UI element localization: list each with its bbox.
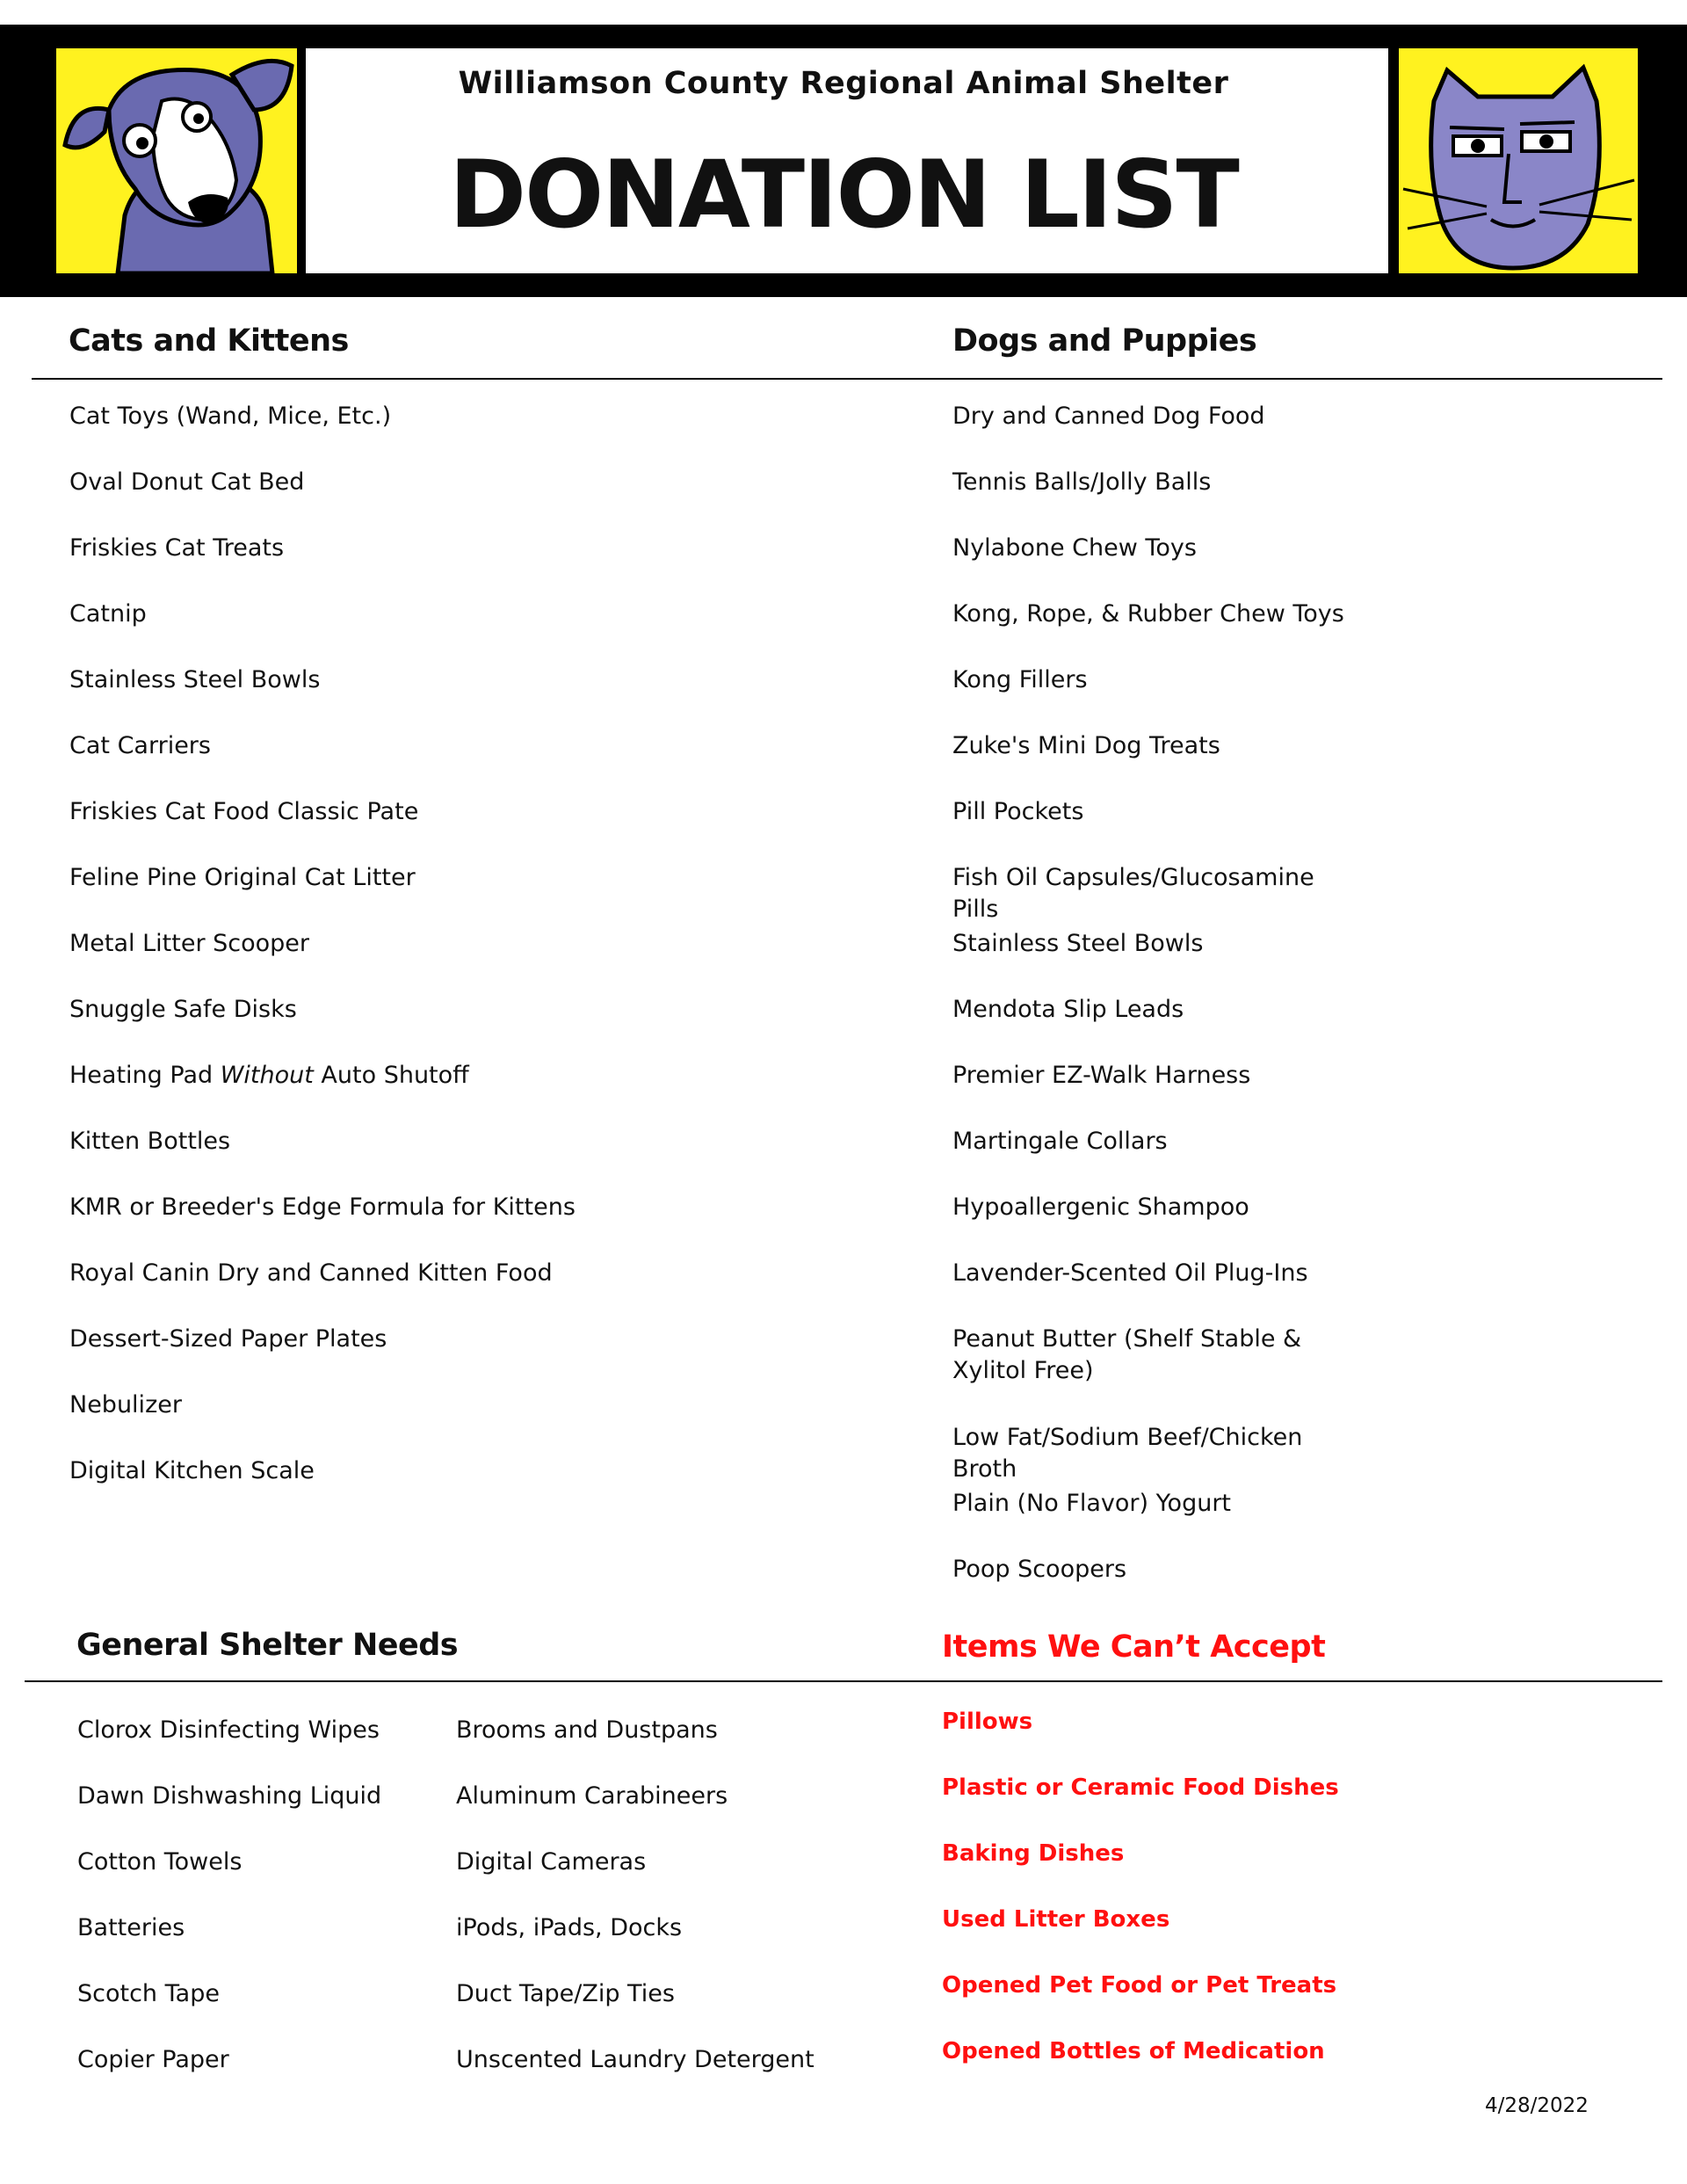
- cat-panel-frame: [1388, 48, 1664, 273]
- header-right-post: [1664, 25, 1687, 297]
- general-list-col1: [77, 1715, 429, 2110]
- list-item: Dry and Canned Dog Food: [952, 403, 1265, 430]
- list-item: Lavender-Scented Oil Plug-Ins: [952, 1259, 1308, 1287]
- list-item: Digital Cameras: [456, 1848, 647, 1876]
- page-title: DONATION LIST: [449, 141, 1238, 249]
- dogs-heading: Dogs and Puppies: [952, 323, 1257, 359]
- general-list-col2: [456, 1715, 913, 2110]
- list-item: Stainless Steel Bowls: [69, 666, 321, 693]
- not-accepted-heading: Items We Can’t Accept: [942, 1629, 1326, 1665]
- list-item: Cat Carriers: [69, 732, 211, 759]
- list-item: Fish Oil Capsules/Glucosamine Pills: [952, 864, 1314, 923]
- list-item: Tennis Balls/Jolly Balls: [952, 468, 1212, 496]
- cat-illustration: [1399, 48, 1638, 273]
- not-accepted-list: [942, 1706, 1645, 2101]
- list-item: Copier Paper: [77, 2046, 229, 2073]
- header-top-bar: [0, 25, 1687, 48]
- cats-list: [69, 401, 860, 1521]
- list-item: Zuke's Mini Dog Treats: [952, 732, 1220, 759]
- list-item: Opened Pet Food or Pet Treats: [942, 1972, 1337, 1999]
- dog-panel-frame: [23, 48, 306, 273]
- list-item: Mendota Slip Leads: [952, 996, 1184, 1023]
- list-item: Kitten Bottles: [69, 1128, 231, 1155]
- list-item: Dawn Dishwashing Liquid: [77, 1782, 382, 1810]
- list-item: Cat Toys (Wand, Mice, Etc.): [69, 403, 392, 430]
- list-item: Friskies Cat Food Classic Pate: [69, 798, 419, 825]
- list-item: Brooms and Dustpans: [456, 1716, 718, 1744]
- list-item: Plastic or Ceramic Food Dishes: [942, 1774, 1339, 1801]
- list-item: Aluminum Carabineers: [456, 1782, 728, 1810]
- section-divider-bottom: [25, 1680, 1662, 1682]
- list-item: Baking Dishes: [942, 1840, 1125, 1867]
- list-item: Royal Canin Dry and Canned Kitten Food: [69, 1259, 553, 1287]
- list-item: Nebulizer: [69, 1391, 182, 1419]
- list-item: Martingale Collars: [952, 1128, 1168, 1155]
- list-item-emphasis: Without: [220, 1062, 314, 1089]
- list-item: Pillows: [942, 1709, 1033, 1735]
- general-heading: General Shelter Needs: [76, 1628, 459, 1663]
- list-item: Plain (No Flavor) Yogurt: [952, 1490, 1232, 1517]
- list-item: Friskies Cat Treats: [69, 534, 285, 562]
- list-item: Dessert-Sized Paper Plates: [69, 1325, 387, 1353]
- list-item-text: Heating Pad: [69, 1062, 221, 1089]
- header-bottom-bar: [0, 273, 1687, 297]
- list-item: Poop Scoopers: [952, 1556, 1127, 1583]
- dogs-list: [952, 401, 1365, 1620]
- list-item: Unscented Laundry Detergent: [456, 2046, 815, 2073]
- list-item-text: Auto Shutoff: [313, 1062, 469, 1089]
- list-item: Snuggle Safe Disks: [69, 996, 297, 1023]
- list-item: Kong Fillers: [952, 666, 1088, 693]
- list-item: Catnip: [69, 600, 147, 628]
- list-item: Oval Donut Cat Bed: [69, 468, 305, 496]
- organization-name: Williamson County Regional Animal Shelter: [458, 66, 1229, 101]
- list-item: Nylabone Chew Toys: [952, 534, 1197, 562]
- list-item: Kong, Rope, & Rubber Chew Toys: [952, 600, 1344, 628]
- list-item: Stainless Steel Bowls: [952, 930, 1204, 957]
- list-item: Duct Tape/Zip Ties: [456, 1980, 675, 2007]
- list-item: [69, 1060, 860, 1126]
- list-item: Cotton Towels: [77, 1848, 243, 1876]
- list-item: Batteries: [77, 1914, 185, 1941]
- list-item: iPods, iPads, Docks: [456, 1914, 683, 1941]
- list-item: Pill Pockets: [952, 798, 1084, 825]
- list-item: Opened Bottles of Medication: [942, 2038, 1325, 2064]
- list-item: Low Fat/Sodium Beef/Chicken Broth: [952, 1424, 1303, 1483]
- dog-illustration: [56, 48, 297, 273]
- list-item: Hypoallergenic Shampoo: [952, 1194, 1249, 1221]
- date-stamp: 4/28/2022: [1485, 2094, 1589, 2117]
- list-item: Clorox Disinfecting Wipes: [77, 1716, 380, 1744]
- list-item: Digital Kitchen Scale: [69, 1457, 315, 1484]
- list-item: Peanut Butter (Shelf Stable & Xylitol Free): [952, 1325, 1302, 1384]
- section-divider-top: [32, 378, 1662, 380]
- cats-heading: Cats and Kittens: [69, 323, 349, 359]
- list-item: Premier EZ-Walk Harness: [952, 1062, 1251, 1089]
- list-item: Metal Litter Scooper: [69, 930, 310, 957]
- header-left-post: [0, 25, 23, 297]
- list-item: Scotch Tape: [77, 1980, 220, 2007]
- list-item: KMR or Breeder's Edge Formula for Kittens: [69, 1194, 576, 1221]
- list-item: Used Litter Boxes: [942, 1906, 1170, 1933]
- list-item: Feline Pine Original Cat Litter: [69, 864, 416, 891]
